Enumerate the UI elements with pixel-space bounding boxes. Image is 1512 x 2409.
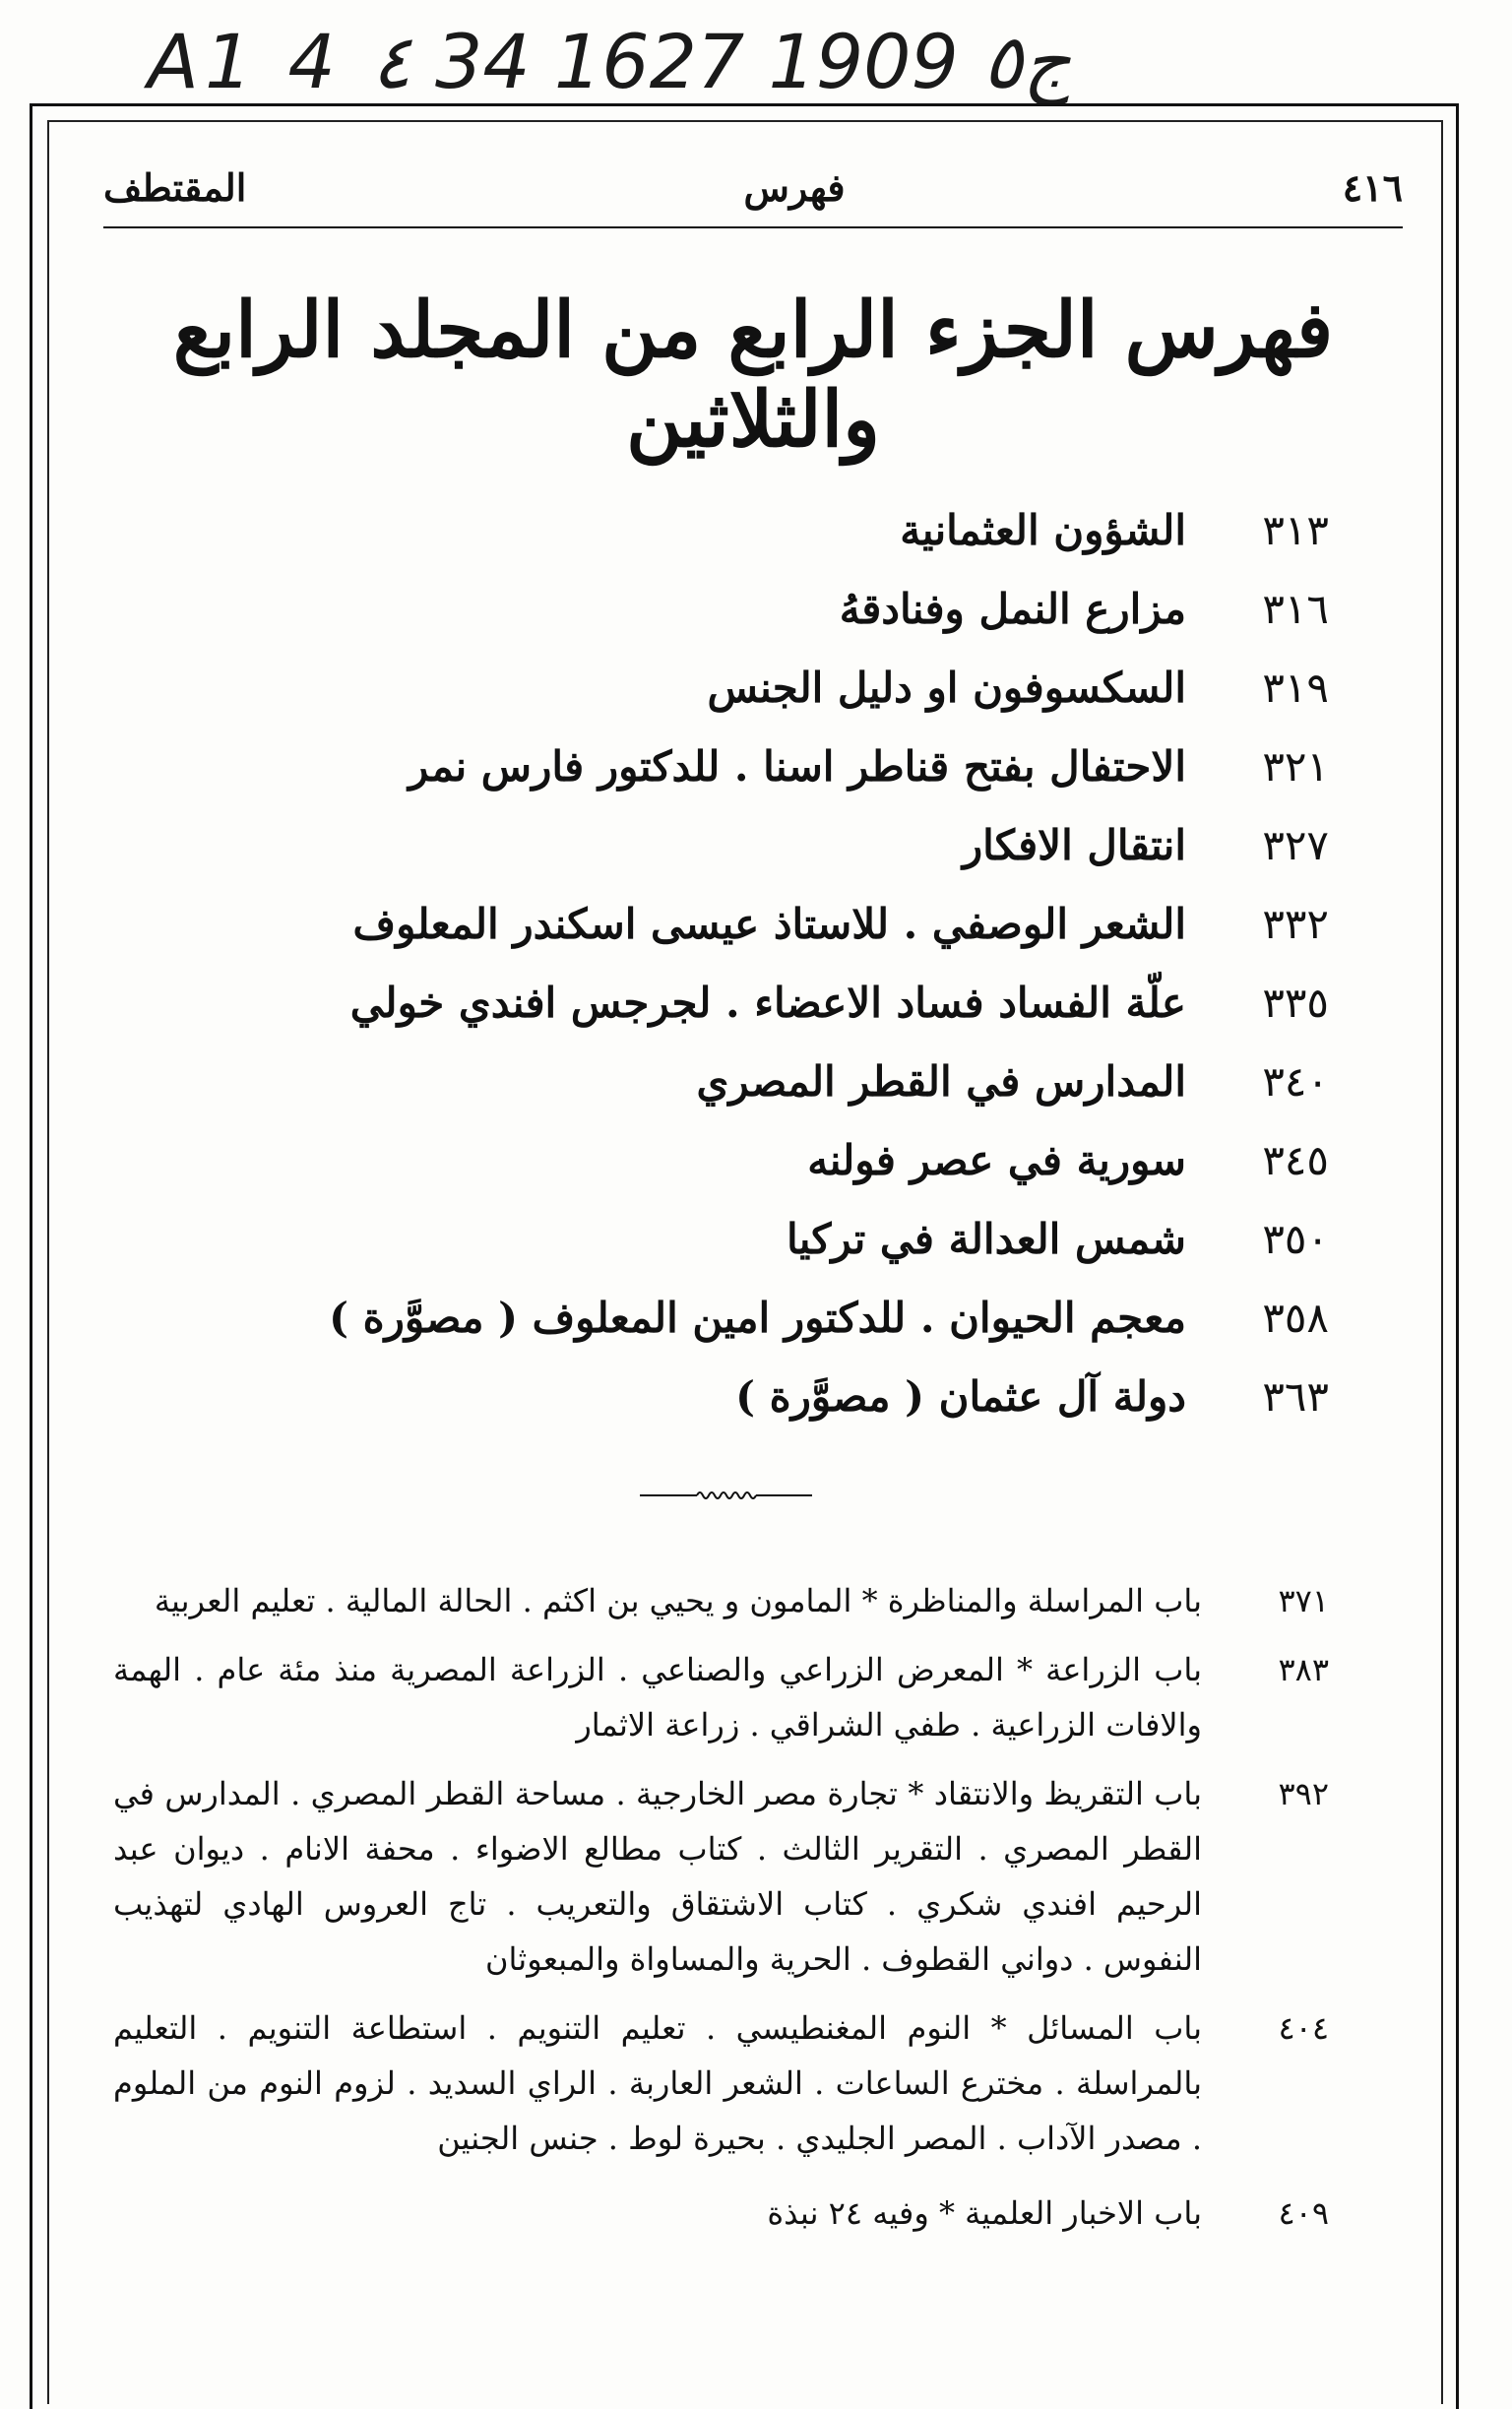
contents-list: [103, 490, 1329, 1435]
ornamental-divider: [640, 1487, 812, 1500]
entry-page: ٣٦٣: [1262, 1371, 1329, 1421]
header-rule: [103, 226, 1403, 228]
entry-page: ٣٤٥: [1262, 1135, 1329, 1184]
contents-entry: [103, 1357, 1329, 1435]
entry-page: ٣١٩: [1262, 663, 1329, 712]
page-title: فهرس الجزء الرابع من المجلد الرابع والثلاثين: [172, 285, 1334, 465]
department-page: ٣٩٢: [1278, 1775, 1329, 1812]
entry-title: سورية في عصر فولنه: [807, 1135, 1186, 1184]
department-page: ٣٨٣: [1278, 1651, 1329, 1688]
department-text: باب المراسلة والمناظرة * المامون و يحيي بن اكثم . الحالة المالية . تعليم العربية: [154, 1582, 1202, 1619]
handwritten-annotation: A1 4 ٤ 34 ج٥ 1909 1627: [148, 18, 1071, 105]
department-text: باب الزراعة * المعرض الزراعي والصناعي . الزراعة المصرية منذ مئة عام . الهمة والافات الزراعية . طفي الشراقي . زراعة الاثمار: [113, 1651, 1202, 1743]
department-entry: [113, 1642, 1329, 1752]
entry-title: المدارس في القطر المصري: [696, 1056, 1186, 1106]
entry-title: السكسوفون او دليل الجنس: [707, 663, 1186, 712]
contents-entry: [103, 805, 1329, 884]
contents-entry: [103, 963, 1329, 1042]
department-page: ٤٠٤: [1278, 2009, 1329, 2047]
entry-page: ٣٤٠: [1262, 1056, 1329, 1106]
entry-title: الشعر الوصفي . للاستاذ عيسى اسكندر المعلوف: [352, 899, 1186, 948]
entry-page: ٣٥٠: [1262, 1214, 1329, 1263]
department-text: باب التقريظ والانتقاد * تجارة مصر الخارجية . مساحة القطر المصري . المدارس في القطر المصري . التقرير الثالث . كتاب مطالع الاضواء . محفة الانام . ديوان عبد الرحيم افندي شكري . كتاب الاشتقاق والتعريب . تاج العروس الهادي لتهذيب النفوس . دواني القطوف . الحرية والمساواة والمبعوثان: [113, 1775, 1202, 1978]
entry-title: دولة آل عثمان ( مصوَّرة ): [735, 1371, 1186, 1421]
departments-list: [113, 1573, 1329, 2254]
department-page: ٣٧١: [1278, 1582, 1329, 1619]
contents-entry: [103, 1042, 1329, 1120]
department-entry: [113, 2186, 1329, 2241]
department-page: ٤٠٩: [1278, 2194, 1329, 2232]
contents-entry: [103, 1278, 1329, 1357]
entry-page: ٣٣٥: [1262, 978, 1329, 1027]
entry-title: علّة الفساد فساد الاعضاء . لجرجس افندي خولي: [349, 978, 1186, 1027]
entry-page: ٣٢١: [1262, 741, 1329, 791]
page-number: ٤١٦: [1342, 164, 1403, 210]
contents-entry: [103, 1120, 1329, 1199]
section-label: فهرس: [743, 164, 846, 210]
entry-title: معجم الحيوان . للدكتور امين المعلوف ( مصوَّرة ): [329, 1293, 1186, 1342]
running-head: [103, 158, 1403, 217]
journal-name: المقتطف: [103, 164, 247, 210]
entry-title: انتقال الافكار: [962, 820, 1186, 869]
entry-title: مزارع النمل وفنادقهُ: [839, 584, 1186, 633]
department-entry: [113, 1766, 1329, 1987]
entry-page: ٣١٦: [1262, 584, 1329, 633]
entry-title: شمس العدالة في تركيا: [786, 1214, 1186, 1263]
entry-title: الاحتفال بفتح قناطر اسنا . للدكتور فارس نمر: [409, 741, 1186, 791]
entry-title: الشؤون العثمانية: [900, 505, 1186, 554]
contents-entry: [103, 648, 1329, 727]
entry-page: ٣٣٢: [1262, 899, 1329, 948]
contents-entry: [103, 884, 1329, 963]
entry-page: ٣٢٧: [1262, 820, 1329, 869]
contents-entry: [103, 727, 1329, 805]
department-text: باب الاخبار العلمية * وفيه ٢٤ نبذة: [767, 2194, 1202, 2232]
department-entry: [113, 1573, 1329, 1628]
entry-page: ٣١٣: [1262, 505, 1329, 554]
contents-entry: [103, 490, 1329, 569]
department-entry: [113, 2000, 1329, 2166]
entry-page: ٣٥٨: [1262, 1293, 1329, 1342]
department-text: باب المسائل * النوم المغنطيسي . تعليم التنويم . استطاعة التنويم . التعليم بالمراسلة . مخترع الساعات . الشعر العاربة . الراي السديد . لزوم النوم من الملوم . مصدر الآداب . المصر الجليدي . بحيرة لوط . جنس الجنين: [113, 2009, 1202, 2157]
contents-entry: [103, 569, 1329, 648]
contents-entry: [103, 1199, 1329, 1278]
